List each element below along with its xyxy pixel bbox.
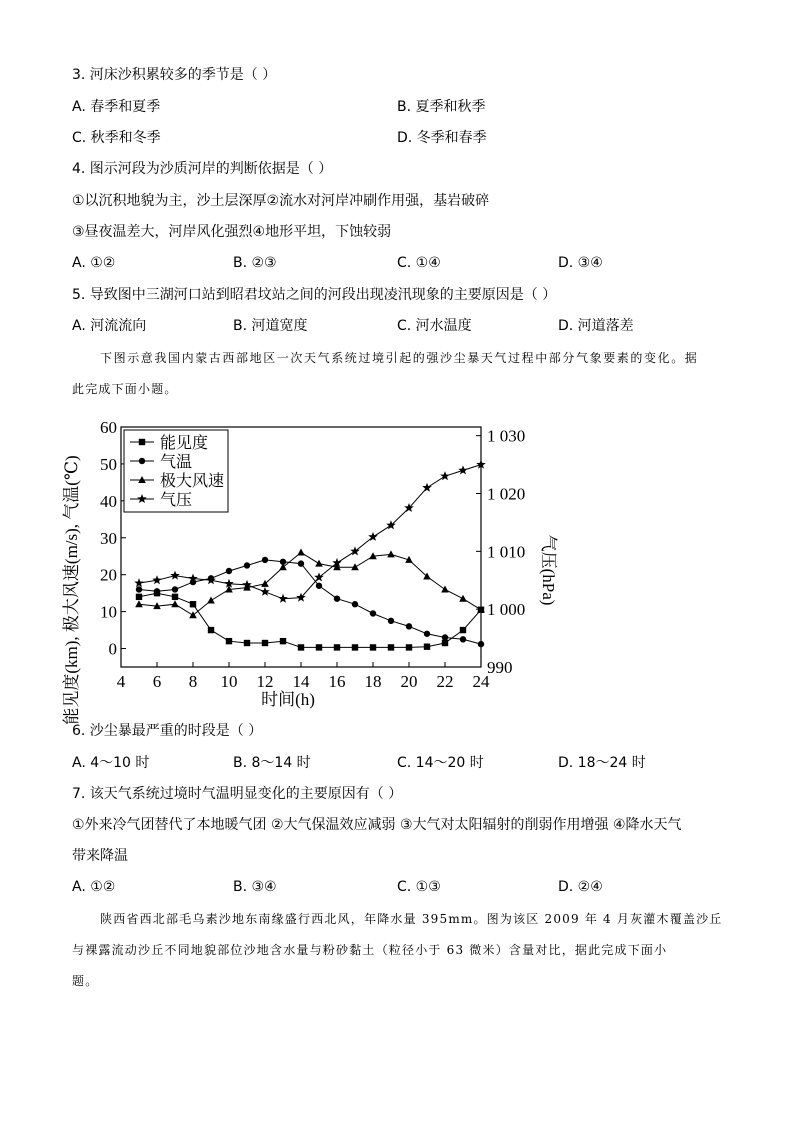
x-tick-label: 14 <box>292 672 310 691</box>
question-7-option-b: B. ③④ <box>233 879 277 895</box>
data-point-circle <box>262 557 268 563</box>
data-point-circle <box>388 618 394 624</box>
question-3-option-a: A. 春季和夏季 <box>72 99 161 115</box>
question-5-option-a: A. 河流流向 <box>72 318 147 334</box>
x-tick-label: 12 <box>256 672 274 691</box>
question-3-option-c: C. 秋季和冬季 <box>72 130 161 146</box>
data-point-square <box>424 643 430 649</box>
legend-label: 能见度 <box>160 435 209 452</box>
question-6-option-a: A. 4～10 时 <box>72 755 150 771</box>
question-3-option-d: D. 冬季和春季 <box>397 130 487 146</box>
question-4-option-a: A. ①② <box>72 255 116 271</box>
question-4-option-d: D. ③④ <box>558 255 603 271</box>
right-tick-label: 990 <box>487 658 513 677</box>
data-point-circle <box>154 588 160 594</box>
data-point-triangle <box>441 585 449 592</box>
x-tick-label: 4 <box>116 672 126 691</box>
left-tick-label: 30 <box>100 528 117 548</box>
question-5-option-b: B. 河道宽度 <box>233 318 308 334</box>
data-point-star <box>278 594 288 603</box>
x-axis-label: 时间(h) <box>261 690 315 709</box>
question-7-option-d: D. ②④ <box>558 879 603 895</box>
data-point-square <box>316 644 322 650</box>
data-point-triangle <box>171 600 179 607</box>
passage-1-line-1: 下图示意我国内蒙古西部地区一次天气系统过境引起的强沙尘暴天气过程中部分气象要素的变化。据 <box>100 351 699 365</box>
data-point-square <box>226 638 232 644</box>
question-6-option-c: C. 14～20 时 <box>397 755 484 771</box>
data-point-triangle <box>189 611 197 618</box>
data-point-square <box>352 644 358 650</box>
data-point-square <box>370 644 376 650</box>
question-6-option-b: B. 8～14 时 <box>233 755 311 771</box>
legend-label: 极大风速 <box>160 473 225 490</box>
left-tick-label: 60 <box>100 418 117 437</box>
x-tick-label: 18 <box>364 672 382 691</box>
right-tick-label: 1 010 <box>487 542 526 562</box>
data-point-circle <box>226 568 232 574</box>
data-point-square <box>460 627 466 633</box>
question-5-stem: 5. 导致图中三湖河口站到昭君坟站之间的河段出现凌汛现象的主要原因是（ ） <box>72 287 557 303</box>
question-3-stem: 3. 河床沙积累较多的季节是（ ） <box>72 67 277 83</box>
data-point-square <box>388 644 394 650</box>
data-point-star <box>134 578 144 587</box>
data-point-square <box>406 644 412 650</box>
data-point-triangle <box>459 595 467 602</box>
x-tick-label: 16 <box>328 672 346 691</box>
legend-marker-square <box>139 439 145 445</box>
chart-legend <box>124 430 228 512</box>
question-7-stem: 7. 该天气系统过境时气温明显变化的主要原因有（ ） <box>72 786 403 802</box>
data-point-triangle <box>135 600 143 607</box>
data-point-circle <box>370 610 376 616</box>
left-tick-label: 10 <box>100 602 117 622</box>
data-point-star <box>314 572 324 581</box>
data-point-square <box>190 601 196 607</box>
legend-marker-circle <box>139 458 145 464</box>
data-point-circle <box>298 560 304 566</box>
data-point-square <box>244 640 250 646</box>
data-point-triangle <box>387 550 395 557</box>
legend-label: 气温 <box>160 454 193 471</box>
data-point-square <box>442 640 448 646</box>
left-tick-label: 20 <box>100 565 117 585</box>
right-axis-label: 气压(hPa) <box>539 534 558 606</box>
data-point-square <box>298 644 304 650</box>
right-tick-label: 1 030 <box>487 426 526 446</box>
question-7-statements-line-2: 带来降温 <box>72 848 128 864</box>
x-tick-label: 22 <box>436 672 454 691</box>
data-point-square <box>208 627 214 633</box>
question-5-option-c: C. 河水温度 <box>397 318 472 334</box>
data-point-circle <box>460 636 466 642</box>
x-tick-label: 8 <box>188 672 198 691</box>
left-axis-label: 能见度(km), 极大风速(m/s), 气温(℃) <box>62 455 81 725</box>
data-point-circle <box>406 623 412 629</box>
data-point-circle <box>424 631 430 637</box>
question-7-option-a: A. ①② <box>72 879 116 895</box>
data-point-star <box>170 571 180 580</box>
data-point-circle <box>244 562 250 568</box>
data-point-star <box>422 483 432 492</box>
data-point-square <box>136 594 142 600</box>
data-point-triangle <box>279 563 287 570</box>
data-point-square <box>262 640 268 646</box>
x-tick-label: 10 <box>220 672 238 691</box>
data-point-circle <box>136 586 142 592</box>
question-4-statements-line-2: ③昼夜温差大，河岸风化强烈④地形平坦，下蚀较弱 <box>72 224 392 240</box>
question-4-option-c: C. ①④ <box>397 255 441 271</box>
data-point-star <box>152 575 162 584</box>
left-tick-label: 40 <box>100 491 117 511</box>
x-tick-label: 6 <box>152 672 162 691</box>
data-point-circle <box>316 583 322 589</box>
data-point-square <box>280 638 286 644</box>
right-tick-label: 1 020 <box>487 484 526 504</box>
question-4-option-b: B. ②③ <box>233 255 277 271</box>
left-tick-label: 50 <box>100 454 117 474</box>
data-point-triangle <box>315 560 323 567</box>
data-point-circle <box>334 595 340 601</box>
data-point-triangle <box>207 597 215 604</box>
data-point-circle <box>442 634 448 640</box>
weather-chart <box>55 415 558 725</box>
passage-2-line-2: 与裸露流动沙丘不同地貌部位沙地含水量与粉砂黏土（粒径小于 63 微米）含量对比，据此完成下面小 <box>72 943 668 957</box>
data-point-circle <box>172 586 178 592</box>
x-tick-label: 24 <box>472 672 490 691</box>
passage-1-line-2: 此完成下面小题。 <box>72 382 178 396</box>
question-7-option-c: C. ①③ <box>397 879 441 895</box>
question-3-option-b: B. 夏季和秋季 <box>397 99 486 115</box>
passage-2-line-1: 陕西省西北部毛乌素沙地东南缘盛行西北风，年降水量 395mm。图为该区 2009 年 4 月灰灌木覆盖沙丘 <box>100 912 723 926</box>
data-point-circle <box>478 641 484 647</box>
left-tick-label: 0 <box>108 639 117 659</box>
x-tick-label: 20 <box>400 672 418 691</box>
data-point-circle <box>352 601 358 607</box>
right-tick-label: 1 000 <box>487 600 526 620</box>
data-point-square <box>172 594 178 600</box>
data-point-triangle <box>297 549 305 556</box>
question-4-statements-line-1: ①以沉积地貌为主，沙土层深厚②流水对河岸冲刷作用强，基岩破碎 <box>72 193 490 209</box>
data-point-star <box>260 587 270 596</box>
passage-2-line-3: 题。 <box>72 974 99 988</box>
question-5-option-d: D. 河道落差 <box>558 318 634 334</box>
data-point-square <box>334 644 340 650</box>
question-4-stem: 4. 图示河段为沙质河岸的判断依据是（ ） <box>72 161 333 177</box>
legend-label: 气压 <box>160 492 193 509</box>
question-6-stem: 6. 沙尘暴最严重的时段是（ ） <box>72 723 263 739</box>
data-point-star <box>458 465 468 474</box>
question-7-statements-line-1: ①外来冷气团替代了本地暖气团 ②大气保温效应减弱 ③大气对太阳辐射的削弱作用增强 ④降水天气 <box>72 817 682 833</box>
question-6-option-d: D. 18～24 时 <box>558 755 646 771</box>
